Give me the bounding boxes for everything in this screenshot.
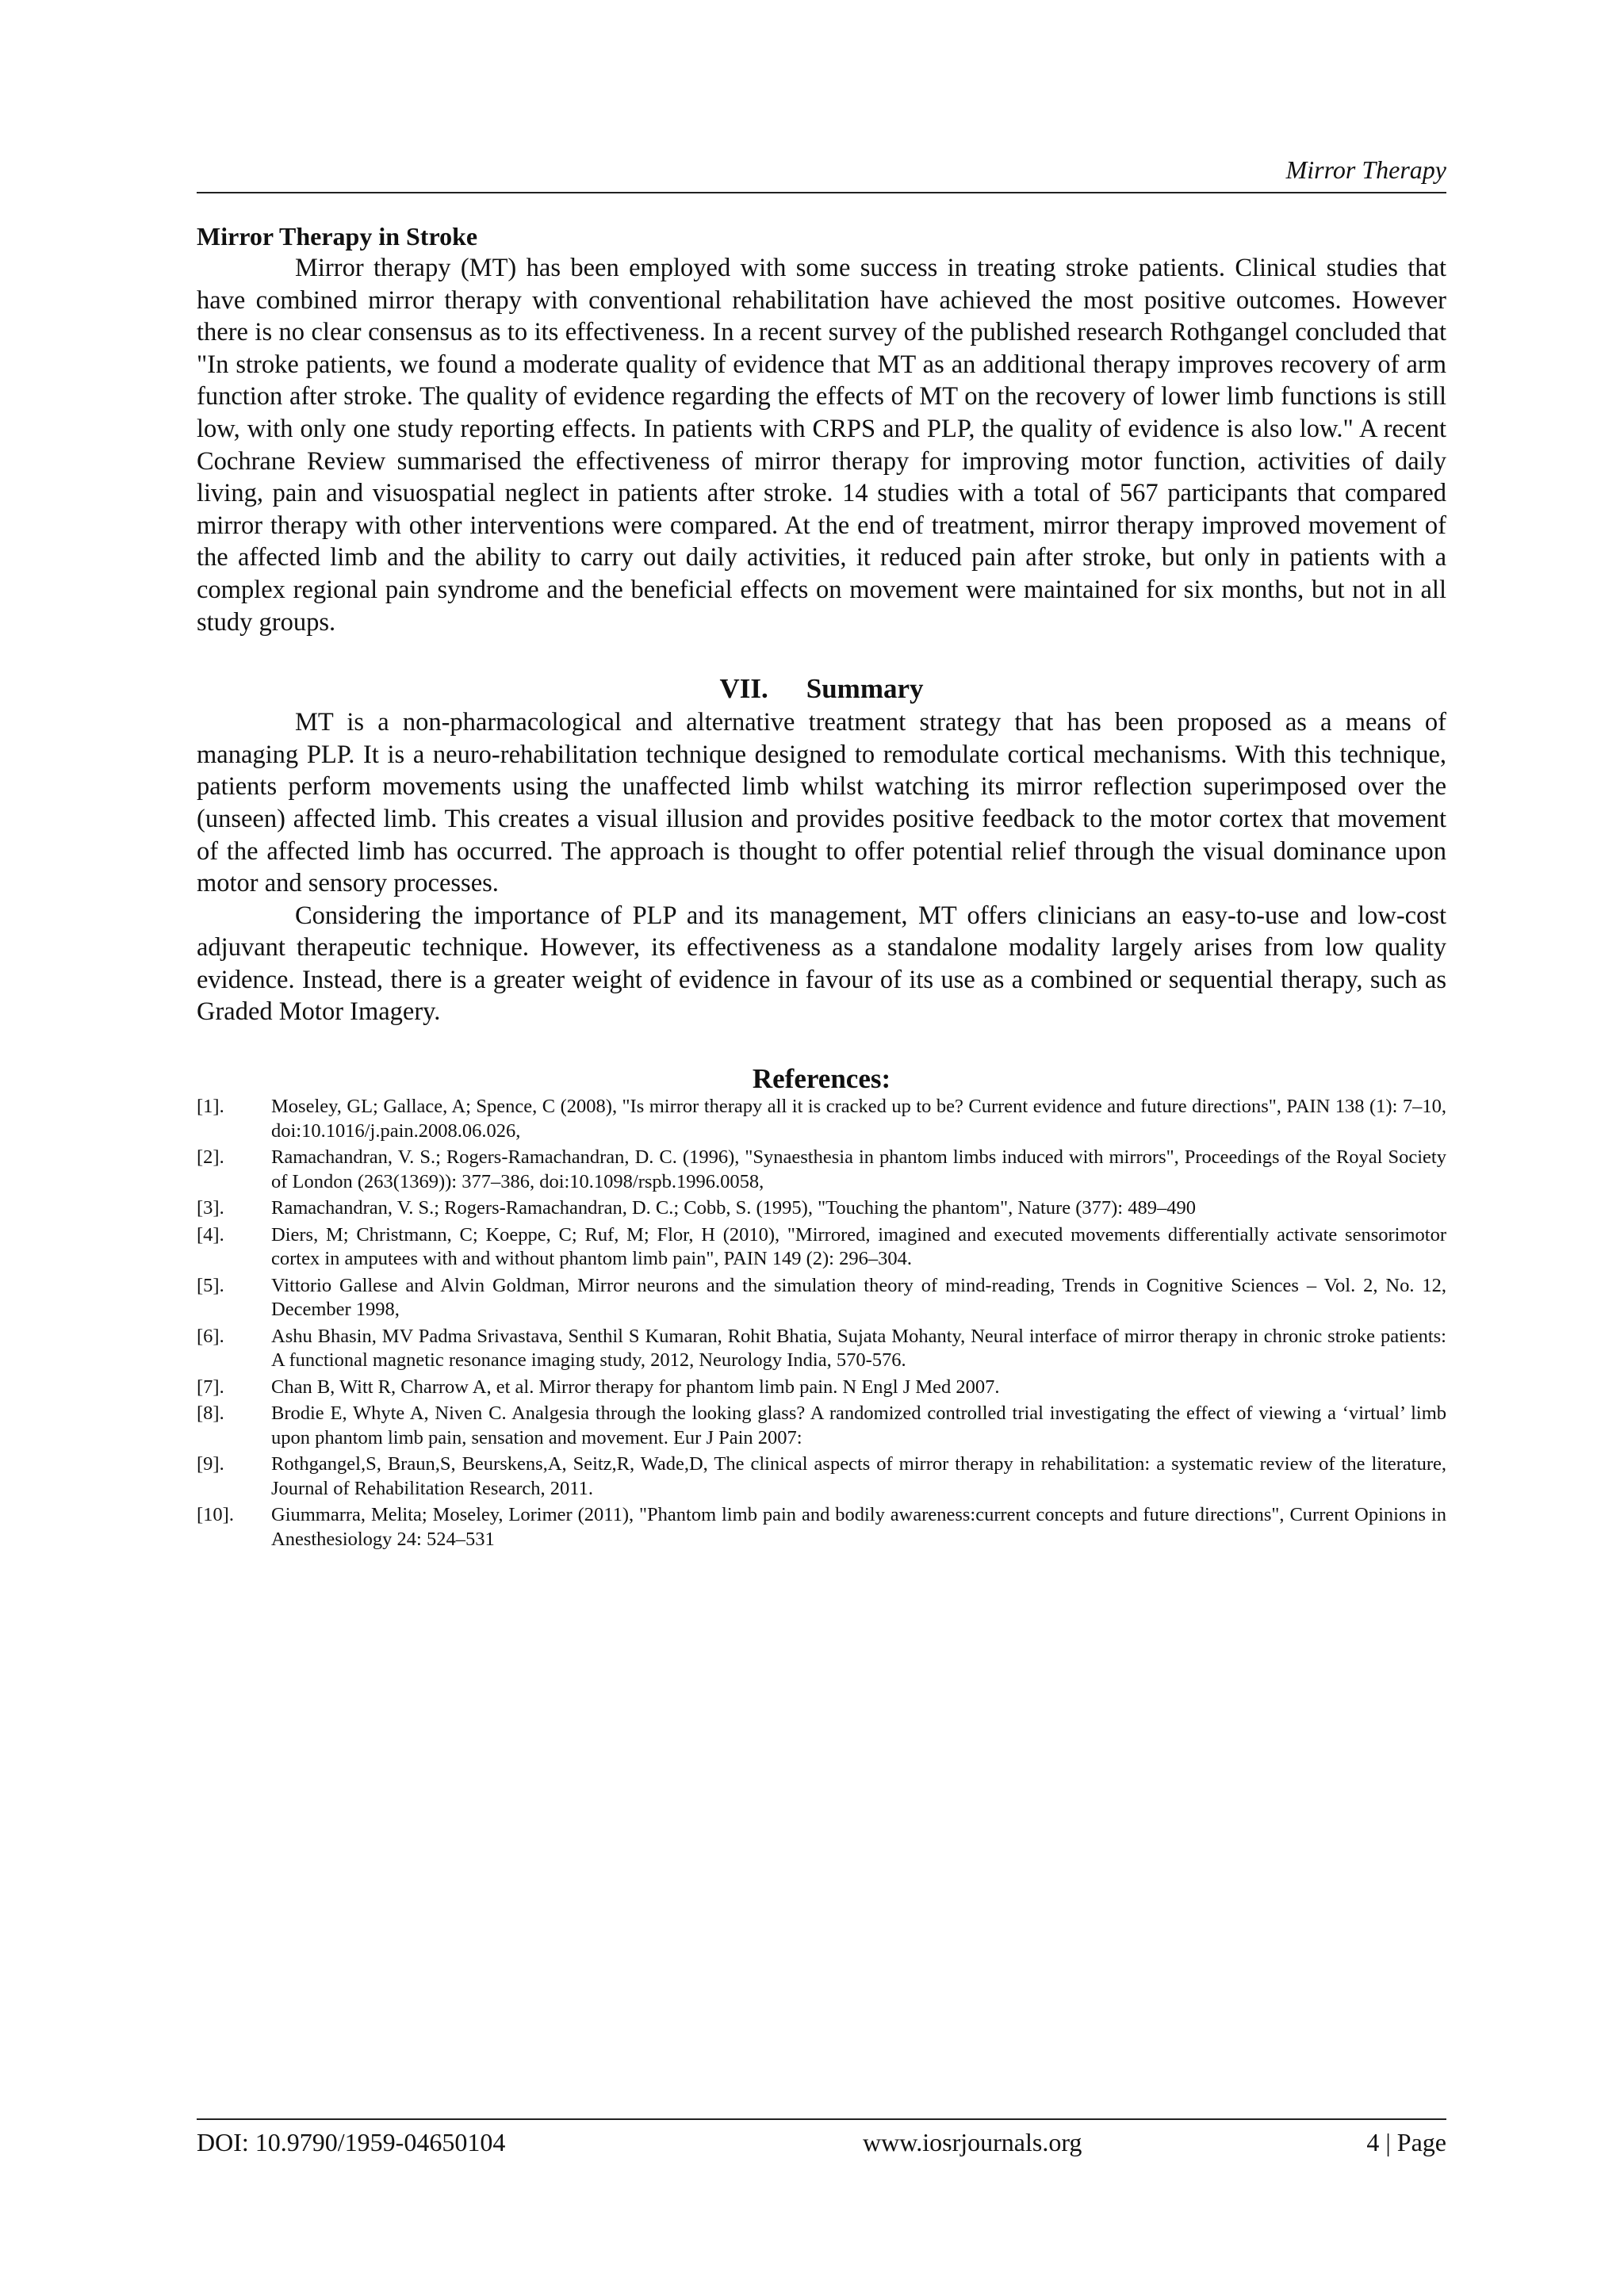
reference-item: [197, 1196, 1446, 1221]
reference-item: [197, 1223, 1446, 1272]
reference-text: Chan B, Witt R, Charrow A, et al. Mirror therapy for phantom limb pain. N Engl J Med 2007.: [271, 1376, 1000, 1398]
reference-item: [197, 1095, 1446, 1143]
references-section: [197, 1063, 1446, 1552]
reference-item: [197, 1325, 1446, 1373]
reference-item: [197, 1274, 1446, 1322]
reference-item: [197, 1503, 1446, 1552]
section-number: VII.: [719, 673, 768, 705]
reference-number: [7].: [197, 1376, 224, 1398]
reference-text: Ramachandran, V. S.; Rogers-Ramachandran, D. C.; Cobb, S. (1995), "Touching the phantom", Nature (377): 489–490: [271, 1197, 1196, 1219]
reference-text: Vittorio Gallese and Alvin Goldman, Mirror neurons and the simulation theory of mind-reading, Trends in Cognitive Sciences – Vol. 2, No. 12, December 1998,: [271, 1274, 1446, 1321]
summary-paragraph-2: Considering the importance of PLP and its management, MT offers clinicians an easy-to-use and low-cost adjuvant therapeutic technique. However, its effectiveness as a standalone modality largely arises from low quality evidence. Instead, there is a greater weight of evidence in favour of its use as a combined or sequential therapy, such as Graded Motor Imagery.: [197, 901, 1446, 1027]
reference-text: Diers, M; Christmann, C; Koeppe, C; Ruf, M; Flor, H (2010), "Mirrored, imagined and executed movements differentially activate sensorimotor cortex in amputees with and without phantom limb pain", PAIN 149 (2): 296–304.: [271, 1223, 1446, 1270]
reference-list: [197, 1095, 1446, 1552]
reference-text: Moseley, GL; Gallace, A; Spence, C (2008), "Is mirror therapy all it is cracked up to be? Current evidence and future directions", PAIN 138 (1): 7–10, doi:10.1016/j.pain.2008.06.026,: [271, 1096, 1446, 1142]
summary-heading: [197, 672, 1446, 706]
reference-number: [1].: [197, 1096, 224, 1118]
page-content: [197, 220, 1446, 1554]
reference-item: [197, 1146, 1446, 1194]
reference-item: [197, 1376, 1446, 1400]
running-header: Mirror Therapy: [1285, 155, 1446, 184]
stroke-section: [197, 220, 1446, 638]
footer-doi: DOI: 10.9790/1959-04650104: [197, 2128, 506, 2156]
reference-text: Giummarra, Melita; Moseley, Lorimer (2011), "Phantom limb pain and bodily awareness:current concepts and future directions", Current Opinions in Anesthesiology 24: 524–531: [271, 1504, 1446, 1550]
reference-number: [2].: [197, 1146, 224, 1169]
paper-page: [197, 0, 1446, 2296]
reference-number: [3].: [197, 1197, 224, 1219]
section-heading-text: Summary: [806, 673, 924, 705]
reference-number: [4].: [197, 1223, 224, 1246]
reference-text: Ashu Bhasin, MV Padma Srivastava, Senthil S Kumaran, Rohit Bhatia, Sujata Mohanty, Neural interface of mirror therapy in chronic stroke patients: A functional magnetic resonance imaging study, 2012, Neurology India, 570-576.: [271, 1325, 1446, 1372]
references-heading: References:: [752, 1063, 891, 1095]
reference-item: [197, 1452, 1446, 1501]
reference-number: [8].: [197, 1402, 224, 1425]
summary-section: [197, 672, 1446, 1028]
reference-text: Brodie E, Whyte A, Niven C. Analgesia through the looking glass? A randomized controlled trial investigating the effect of viewing a ‘virtual’ limb upon phantom limb pain, sensation and movement. Eur J Pain 2007:: [271, 1402, 1446, 1448]
header-rule: [197, 192, 1446, 193]
stroke-paragraph: Mirror therapy (MT) has been employed with some success in treating stroke patients. Clinical studies that have combined mirror therapy with conventional rehabilitation have achieved the most positive outcomes. However there is no clear consensus as to its effectiveness. In a recent survey of the published research Rothgangel concluded that "In stroke patients, we found a moderate quality of evidence that MT as an additional therapy improves recovery of arm function after stroke. The quality of evidence regarding the effects of MT on the recovery of lower limb functions is still low, with only one study reporting effects. In patients with CRPS and PLP, the quality of evidence is also low." A recent Cochrane Review summarised the effectiveness of mirror therapy for improving motor function, activities of daily living, pain and visuospatial neglect in patients after stroke. 14 studies with a total of 567 participants that compared mirror therapy with other interventions were compared. At the end of treatment, mirror therapy improved movement of the affected limb and the ability to carry out daily activities, it reduced pain after stroke, but only in patients with a complex regional pain syndrome and the beneficial effects on movement were maintained for six months, but not in all study groups.: [197, 254, 1446, 637]
reference-number: [9].: [197, 1453, 224, 1475]
reference-item: [197, 1402, 1446, 1450]
reference-text: Ramachandran, V. S.; Rogers-Ramachandran, D. C. (1996), "Synaesthesia in phantom limbs induced with mirrors", Proceedings of the Royal Society of London (263(1369)): 377–386, doi:10.1098/rspb.1996.0058,: [271, 1146, 1446, 1192]
reference-text: Rothgangel,S, Braun,S, Beurskens,A, Seitz,R, Wade,D, The clinical aspects of mirror therapy in rehabilitation: a systematic review of the literature, Journal of Rehabilitation Research, 2011.: [271, 1453, 1446, 1499]
section-title: Mirror Therapy in Stroke: [197, 222, 478, 251]
reference-number: [10].: [197, 1504, 234, 1526]
reference-number: [5].: [197, 1274, 224, 1296]
summary-paragraph-1: MT is a non-pharmacological and alternative treatment strategy that has been proposed as a means of managing PLP. It is a neuro-rehabilitation technique designed to remodulate cortical mechanisms. With this technique, patients perform movements using the unaffected limb whilst watching its mirror reflection superimposed over the (unseen) affected limb. This creates a visual illusion and provides positive feedback to the motor cortex that movement of the affected limb has occurred. The approach is thought to offer potential relief through the visual dominance upon motor and sensory processes.: [197, 708, 1446, 898]
footer-rule: [197, 2118, 1446, 2120]
footer-website: www.iosrjournals.org: [863, 2128, 1082, 2156]
footer-page-number: 4 | Page: [1366, 2128, 1446, 2156]
reference-number: [6].: [197, 1325, 224, 1347]
